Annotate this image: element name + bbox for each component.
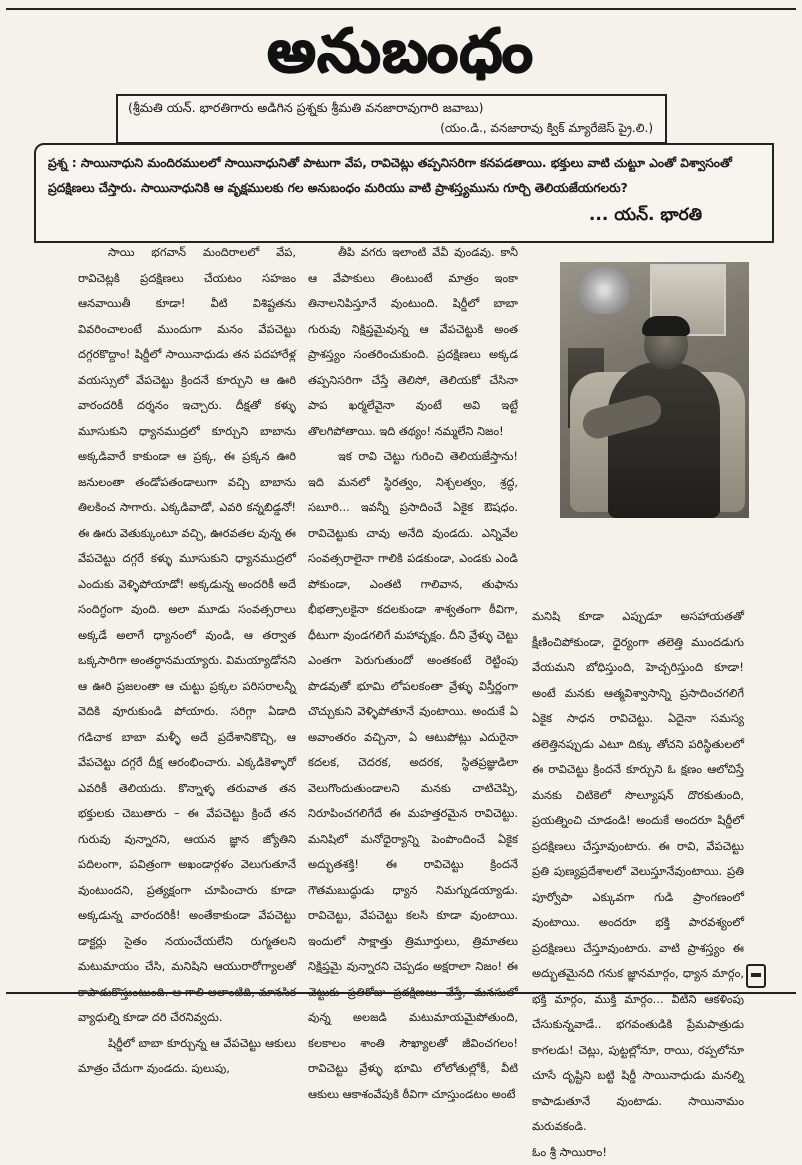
article-column-3 [532,604,744,1165]
question-author: ... యన్. భారతి [589,205,702,229]
question-box [34,143,774,243]
column-2-paragraph-1: తీపి వగరు ఇలాంటి వేవీ వుండవు. కానీ ఆ వేపాకులు తింటుంటే మాత్రం ఇంకా తినాలనిపిస్తూనే వుంటుంది. షిర్డీలో బాబా గురువు నిక్షిప్తమైవున్న ఆ వేపచెట్టుకి అంత ప్రాశస్త్యం సంతరించుకుంది. ప్రదక్షిణలు అక్కడ తప్పనిసరిగా చేస్తే తెలిసో, తెలియకో చేసినా పాప ఖర్మలేవైనా వుంటే అవి ఇట్టే తొలగిపోతాయి. ఇది తథ్యం! నమ్మలేని నిజం! [308,240,518,444]
column-1-paragraph-1: సాయి భగవాన్ మందిరాలలో వేప, రావిచెట్లకి ప్రదక్షిణలు చేయటం సహజం ఆనవాయితీ కూడా! వీటి విశిష్టతను వివరించాలంటే ముందుగా మనం వేపచెట్టు దగ్గరకొద్దాం! షిర్డీలో సాయినాధుడు తన పదహారేళ్ల వయస్సులో వేపచెట్టు క్రిందనే కూర్చుని ఆ ఊరి వారందరికీ దర్శనం ఇచ్చారు. దీక్షతో కళ్ళు మూసుకుని ధ్యానముద్రలో కూర్చుని బాబాను అక్కడివారే కాకుండా ఆ ప్రక్క, ఈ ప్రక్కన ఊరి జనులంతా తండోపతండాలుగా వచ్చి బాబాను తిలకించ సాగారు. ఎక్కడివాడో, ఎవరి కన్నబిడ్డనో! ఈ ఊరు వెతుక్కుంటూ వచ్చి, ఊరవతల వున్న ఈ వేపచెట్టు దగ్గరే కళ్ళు మూసుకుని ధ్యానముద్రలో ఎందుకు వెళ్ళిపోయాడో! అక్కడున్న అందరికీ అదే సందిగ్ధంగా వుంది. అలా మూడు సంవత్సరాలు అక్కడే అలాగే ధ్యానంలో వుండి, ఆ తర్వాత ఒక్కసారిగా అంతర్ధానమయ్యారు. విమయ్యాడోనని ఆ ఊరి ప్రజలంతా ఆ చుట్టు ప్రక్కల పరిసరాలన్నీ వెదికి వూరుకుండి పోయారు. సరిగ్గా ఏడాది గడిచాక బాబా మళ్ళీ అదే ప్రదేశానికొచ్చి, ఆ వేపచెట్టు దగ్గరే దీక్ష ఆరంభించారు. ఎక్కడికెళ్ళారో ఎవరికీ తెలియదు. కొన్నాళ్ళ తరువాత తన భక్తులకు చెబుతారు – ఈ వేపచెట్టు క్రిందే తన గురువు వున్నారని, ఆయన జ్ఞాన జ్యోతిని పదిలంగా, పవిత్రంగా అఖండార్గళం వెలుగుతూనే వుంటుందని, ప్రత్యక్షంగా చూపించారు కూడా అక్కడున్న వారందరికీ! అంతేకాకుండా వేపచెట్టు డాక్టర్లు సైతం నయంచేయలేని రుగ్మతలని మటుమాయం చేసి, మనిషిని ఆయురారోగ్యాలతో కాపాడుకొస్తుంటుంది. ఆ గాలి అలాంటిది, మానసిక వ్యాధుల్ని కూడా దరి చేరనివ్వదు. [78,240,296,1031]
photo-person-hair [642,316,690,336]
byline-line-1: (శ్రీమతి యన్. భారతిగారు అడిగిన ప్రశ్నకు శ్రీమతి వనజారావుగారి జవాబు) [128,100,659,119]
article-column-2 [308,240,518,1107]
column-1-paragraph-2: షిర్డీలో బాబా కూర్చున్న ఆ వేపచెట్టు ఆకులు మాత్రం చేదుగా వుండదు. పులుపు, [78,1031,296,1082]
photo-peacock-ornament [578,266,630,314]
article-title: అనుబంధం [0,10,802,92]
byline-box [116,94,667,144]
article-column-1 [78,240,296,1082]
page-end-mark-icon [746,964,766,988]
column-2-paragraph-2: ఇక రావి చెట్టు గురించి తెలియజేస్తాను! ఇది మనలో స్థిరత్వం, నిశ్చలత్వం, శ్రద్ధ, సబూరి... ఇవన్నీ ప్రసాదించే ఏకైక ఔషధం. రావిచెట్టుకు చావు అనేది వుండదు. ఎన్నివేల సంవత్సరాలైనా గాలికి పడకుండా, ఎండకు ఎండి పోకుండా, ఎంతటి గాలివాన, తుఫాను భీభత్సాలకైనా కదలకుండా శాశ్వతంగా ఠీవిగా, ధీటుగా వుండగలిగే మహావృక్షం. దీని వ్రేళ్ళు చెట్టు ఎంతగా పెరుగుతుందో అంతకంటే రెట్టింపు పొడవుతో భూమి లోపలకంతా వ్రేళ్ళు విస్తీర్ణంగా చొచ్చుకుని వెళ్ళిపోతూనే వుంటాయి. అందుకే ఏ అవాంతరం వచ్చినా, ఏ ఆటుపోట్లు ఎదురైనా కదలక, చెదరక, అదరక, స్థితప్రజ్ఞుడిలా వెలుగొందుతుండాలని మనకు చాటిచెప్పి, నిరూపించగలిగేదే ఈ మహత్తరమైన రావిచెట్టు. మనిషిలో మనోధైర్యాన్ని పెంపొందించే ఏకైక అద్భుతశక్తి! ఈ రావిచెట్టు క్రిందనే గౌతమబుద్ధుడు ధ్యాన నిమగ్నుడయ్యాడు. రావిచెట్టు, వేపచెట్టు కలసి కూడా వుంటాయి. ఇందులో సాక్షాత్తు త్రిమూర్తులు, త్రిమాతలు నిక్షిప్తమై వున్నారని చెప్పడం అక్షరాలా నిజం! ఈ చెట్టుకు ప్రతిరోజు ప్రదక్షిణలు చేస్తే, మనసులో వున్న అలజడి మటుమాయమైపోతుంది, కలకాలం శాంతి సౌఖ్యాలతో జీవించగలం! రావిచెట్టు వ్రేళ్ళు భూమి లోలోతుల్లోకీ, వీటి ఆకులు ఆకాశంవేపుకి ఠీవిగా చూస్తుండటం అంటే [308,444,518,1107]
column-3-paragraph-1: మనిషి కూడా ఎప్పుడూ అసహాయతతో క్షీణించిపోకుండా, ధైర్యంగా తలెత్తి ముందడుగు వేయమని బోధిస్తుంది, హెచ్చరిస్తుంది కూడా! అంటే మనకు ఆత్మవిశ్వాసాన్ని ప్రసాదించగలిగే ఏకైక సాధన రావిచెట్టు. ఏదైనా సమస్య తలెత్తినప్పుడు ఎటూ దిక్కు తోచని పరిస్థితులలో ఈ రావిచెట్టు క్రిందనే కూర్చుని ఓ క్షణం ఆలోచిస్తే మనకు చిటికెలో సొల్యూషన్ దొరకుతుంది, ప్రయత్నించి చూడండి! అందుకే అందరూ షిర్డీలో ప్రదక్షిణలు చేస్తూవుంటారు. ఈ రావి, వేపచెట్టు ప్రతి పుణ్యప్రదేశాలలో వెలుస్తూనేవుంటాయి. ప్రతి పూర్వోపా ఎక్కువగా గుడి ప్రాంగణంలో వుంటాయి. అందరూ భక్తి పారవశ్యంలో ప్రదక్షిణలు చేస్తూవుంటారు. వాటి ప్రాశస్త్యం ఈ అద్భుతమైనది గనుక జ్ఞానమార్గం, ధ్యాన మార్గం, భక్తి మార్గం, ముక్తి మార్గం... వీటిని ఆకళింపు చేసుకున్నవాడే.. భగవంతుడికి ప్రేమపాత్రుడు కాగలడు! చెట్లు, పుట్టల్లోనూ, రాయి, రప్పలోనూ చూసే దృష్టిని బట్టి షిర్డీ సాయినాధుడు మనల్ని కాపాడుతూనే వుంటాడు. సాయినామం మరువకండి. [532,604,744,1140]
question-text: ప్రశ్న : సాయినాధుని మందిరములలో సాయినాధునితో పాటుగా వేప, రావిచెట్లు తప్పనిసరిగా కనపడతాయి. భక్తులు వాటి చుట్టూ ఎంతో విశ్వాసంతో ప్రదక్షిణలు చేస్తారు. సాయినాధునికి ఆ వృక్షములకు గల అనుబంధం మరియు వాటి ప్రాశస్త్యమును గూర్చి తెలియజేయగలరు? [48,151,764,201]
byline-line-2: (యం.డి., వనజారావు క్విక్ మ్యారేజెస్ ప్రై.లి.) [440,121,653,138]
photo-person-body [608,362,720,518]
article-signoff: ఓం శ్రీ సాయిరాం! [532,1140,744,1165]
bottom-rule [6,992,796,994]
author-photo [560,262,749,518]
